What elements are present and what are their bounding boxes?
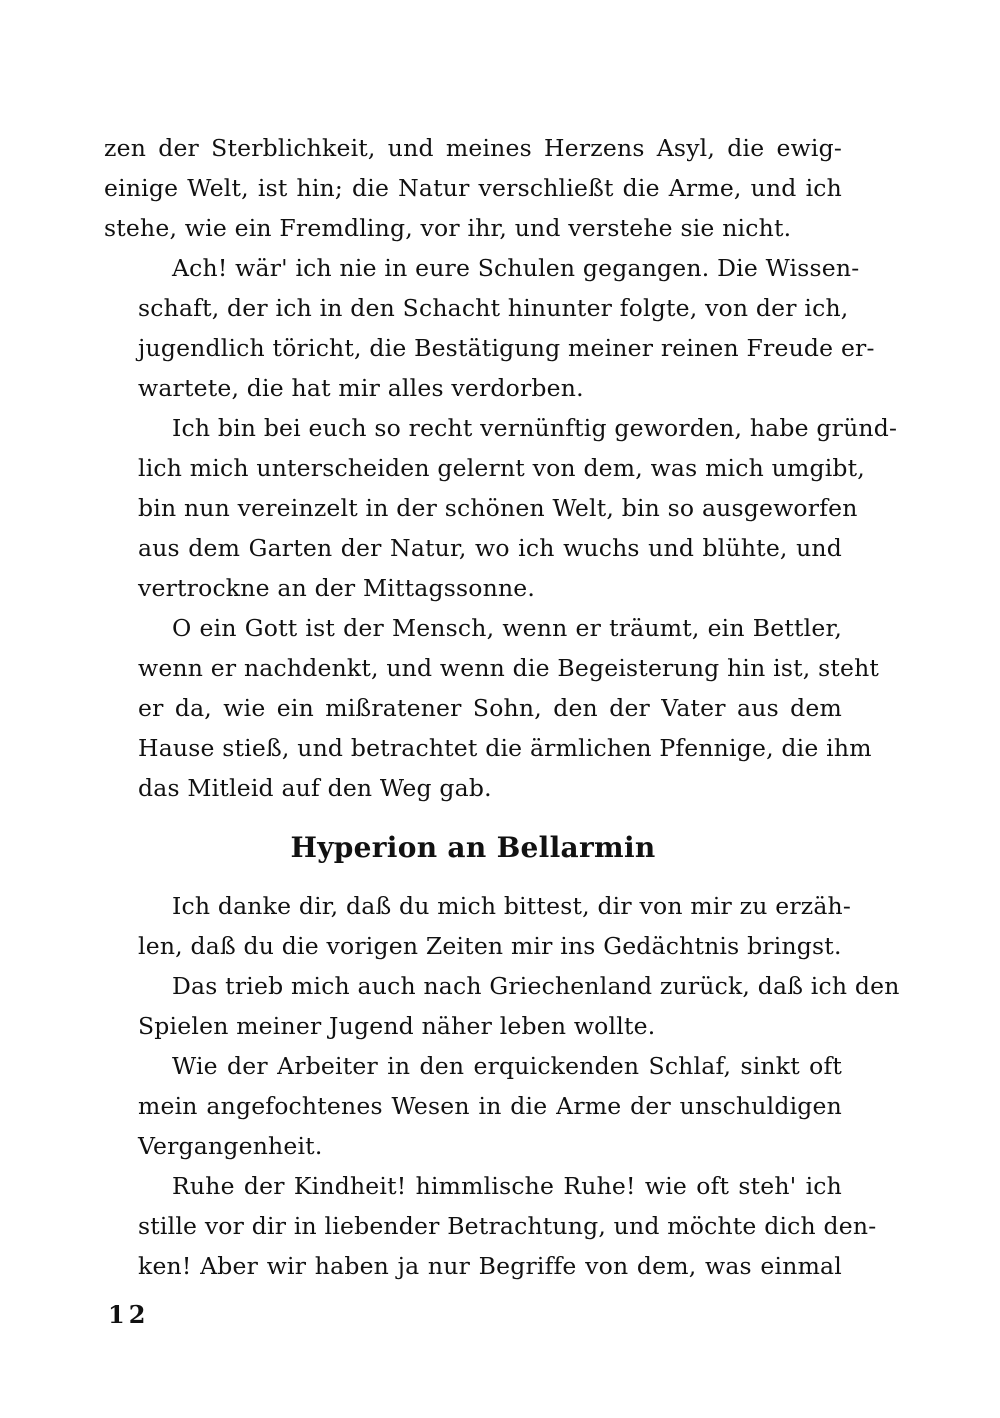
text-line: Ruhe der Kindheit! himmlische Ruhe! wie oft steh' ich	[172, 1172, 842, 1200]
text-line: das Mitleid auf den Weg gab.	[138, 774, 492, 802]
text-line: Spielen meiner Jugend näher leben wollte.	[138, 1012, 656, 1040]
text-line: Wie der Arbeiter in den erquickenden Schlaf, sinkt oft	[172, 1052, 842, 1080]
paragraph-6	[104, 966, 900, 1046]
text-line: Ich danke dir, daß du mich bittest, dir von mir zu erzäh-	[172, 892, 852, 920]
text-line: jugendlich töricht, die Bestätigung meiner reinen Freude er-	[138, 334, 875, 362]
page-number: 12	[108, 1300, 150, 1329]
text-line: er da, wie ein mißratener Sohn, den der Vater aus dem	[138, 694, 842, 722]
paragraph-1	[104, 128, 842, 248]
text-line: vertrockne an der Mittagssonne.	[138, 574, 536, 602]
text-line: ken! Aber wir haben ja nur Begriffe von dem, was einmal	[138, 1252, 842, 1280]
text-line: wenn er nachdenkt, und wenn die Begeisterung hin ist, steht	[138, 654, 880, 682]
paragraph-7	[104, 1046, 842, 1166]
paragraph-8	[104, 1166, 877, 1286]
text-line: Ach! wär' ich nie in eure Schulen gegangen. Die Wissen-	[172, 254, 860, 282]
text-line: wartete, die hat mir alles verdorben.	[138, 374, 584, 402]
paragraph-3	[104, 408, 898, 608]
text-line: Ich bin bei euch so recht vernünftig geworden, habe gründ-	[172, 414, 898, 442]
paragraph-4	[104, 608, 880, 808]
text-line: Hause stieß, und betrachtet die ärmlichen Pfennige, die ihm	[138, 734, 872, 762]
text-line: einige Welt, ist hin; die Natur verschließt die Arme, und ich	[104, 174, 842, 202]
text-line: len, daß du die vorigen Zeiten mir ins Gedächtnis bringst.	[138, 932, 842, 960]
text-line: schaft, der ich in den Schacht hinunter folgte, von der ich,	[138, 294, 849, 322]
paragraph-2	[104, 248, 875, 408]
text-line: stehe, wie ein Fremdling, vor ihr, und verstehe sie nicht.	[104, 214, 792, 242]
text-line: mein angefochtenes Wesen in die Arme der unschuldigen	[138, 1092, 842, 1120]
text-line: lich mich unterscheiden gelernt von dem, was mich umgibt,	[138, 454, 865, 482]
text-line: stille vor dir in liebender Betrachtung, und möchte dich den-	[138, 1212, 877, 1240]
section-heading: Hyperion an Bellarmin	[290, 831, 656, 864]
text-line: O ein Gott ist der Mensch, wenn er träumt, ein Bettler,	[172, 614, 842, 642]
paragraph-5	[104, 886, 852, 966]
book-page-text	[104, 128, 900, 1286]
text-line: aus dem Garten der Natur, wo ich wuchs und blühte, und	[138, 534, 842, 562]
text-line: Vergangenheit.	[138, 1132, 323, 1160]
text-line: zen der Sterblichkeit, und meines Herzens Asyl, die ewig-	[104, 134, 842, 162]
text-line: Das trieb mich auch nach Griechenland zurück, daß ich den	[172, 972, 900, 1000]
text-line: bin nun vereinzelt in der schönen Welt, bin so ausgeworfen	[138, 494, 858, 522]
